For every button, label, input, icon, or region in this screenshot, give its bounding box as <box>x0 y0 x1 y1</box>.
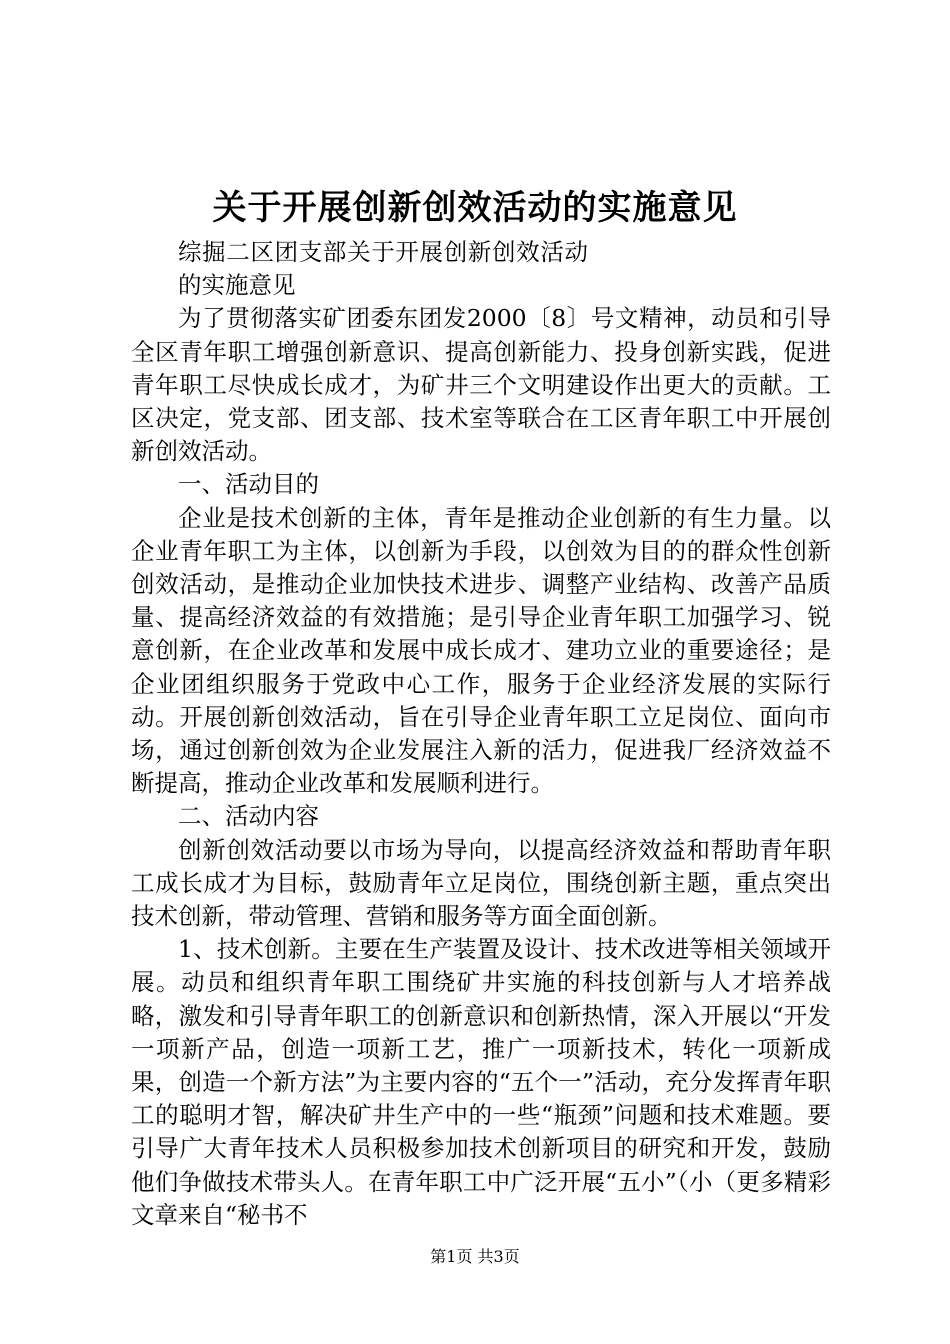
paragraph-content: 创新创效活动要以市场为导向，以提高经济效益和帮助青年职工成长成才为目标，鼓励青年立足岗位，围绕创新主题，重点突出技术创新，带动管理、营销和服务等方面全面创新。 <box>131 835 831 931</box>
section-heading-purpose: 一、活动目的 <box>178 470 319 499</box>
paragraph-purpose: 企业是技术创新的主体，青年是推动企业创新的有生力量。以企业青年职工为主体，以创新为手段，以创效为目的的群众性创新创效活动，是推动企业加快技术进步、调整产业结构、改善产品质量、提高经济效益的有效措施；是引导企业青年职工加强学习、锐意创新，在企业改革和发展中成长成才、建功立业的重要途径；是企业团组织服务于党政中心工作，服务于企业经济发展的实际行动。开展创新创效活动，旨在引导企业青年职工立足岗位、面向市场，通过创新创效为企业发展注入新的活力，促进我厂经济效益不断提高，推动企业改革和发展顺利进行。 <box>131 503 831 798</box>
section-heading-content: 二、活动内容 <box>178 802 319 831</box>
document-title: 关于开展创新创效活动的实施意见 <box>212 188 738 228</box>
document-subtitle: 综掘二区团支部关于开展创新创效活动的实施意见 <box>178 238 588 300</box>
paragraph-intro: 为了贯彻落实矿团委东团发2000〔8〕号文精神，动员和引导全区青年职工增强创新意识、提高创新能力、投身创新实践，促进青年职工尽快成长成才，为矿井三个文明建设作出更大的贡献。工区决定，党支部、团支部、技术室等联合在工区青年职工中开展创新创效活动。 <box>131 304 831 466</box>
paragraph-tech-innovation: 1、技术创新。主要在生产装置及设计、技术改进等相关领域开展。动员和组织青年职工围绕矿井实施的科技创新与人才培养战略，激发和引导青年职工的创新意识和创新热情，深入开展以“开发一项新产品，创造一项新工艺，推广一项新技术，转化一项新成果，创造一个新方法”为主要内容的“五个一”活动，充分发挥青年职工的聪明才智，解决矿井生产中的一些“瓶颈”问题和技术难题。要引导广大青年技术人员积极参加技术创新项目的研究和开发，鼓励他们争做技术带头人。在青年职工中广泛开展“五小”（小（更多精彩文章来自“秘书不 <box>131 935 831 1229</box>
page-footer: 第1页 共3页 <box>430 1247 520 1266</box>
document-body <box>131 236 831 1232</box>
